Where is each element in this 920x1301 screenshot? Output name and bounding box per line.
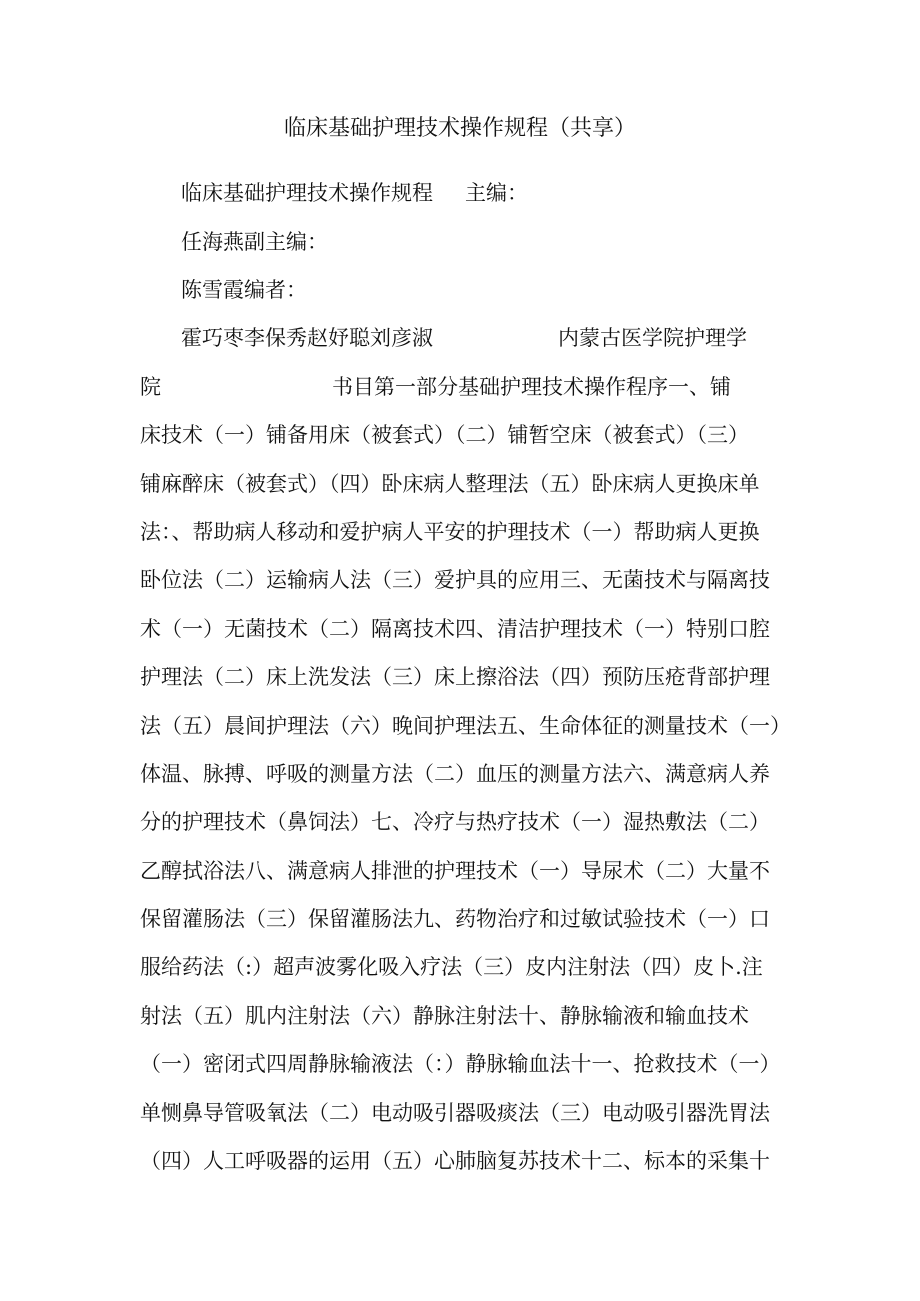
body-line: 护理法（二）床上洗发法（三）床上擦浴法（四）预防压疮背部护理 (140, 665, 770, 689)
body-line: 体温、脉搏、呼吸的测量方法（二）血压的测量方法六、满意病人养 (140, 762, 770, 786)
body-line: 法：、帮助病人移动和爱护病人平安的护理技术（一）帮助病人更换 (140, 520, 760, 544)
institution-end: 院 (140, 375, 161, 399)
body-line: 乙醇拭浴法八、满意病人排泄的护理技术（一）导尿术（二）大量不 (140, 859, 770, 883)
author-names: 霍巧枣李保秀赵妤聪刘彦淑 (181, 326, 433, 350)
body-line: 保留灌肠法（三）保留灌肠法九、药物治疗和过敏试验技术（一）口 (140, 907, 770, 931)
deputy-editor-line: 任海燕副主编： (181, 230, 328, 254)
body-line: 分的护理技术（鼻饲法）七、冷疗与热疗技术（一）湿热敷法（二） (140, 810, 770, 834)
body-line: （一）密闭式四周静脉输液法（：）静脉输血法十一、抢救技术（一） (140, 1052, 781, 1076)
body-line: 法（五）晨间护理法（六）晚间护理法五、生命体征的测量技术（一） (140, 714, 791, 738)
body-line: 术（一）无菌技术（二）隔离技术四、清洁护理技术（一）特别口腔 (140, 617, 770, 641)
body-line: 卧位法（二）运输病人法（三）爱护具的应用三、无菌技术与隔离技 (140, 568, 770, 592)
body-line: 单恻鼻导管吸氧法（二）电动吸引器吸痰法（三）电动吸引器洗胃法 (140, 1101, 770, 1125)
contents-start: 书目第一部分基础护理技术操作程序一、铺 (332, 375, 731, 399)
authors-label-line: 陈雪霞编者： (181, 278, 307, 302)
authors-line (181, 323, 831, 353)
body-line: （四）人工呼吸器的运用（五）心肺脑复苏技术十二、标本的采集十 (140, 1149, 770, 1173)
document-title: 临床基础护理技术操作规程（共享） (283, 116, 636, 141)
book-name: 临床基础护理技术操作规程 (181, 181, 433, 205)
contents-heading-line (140, 372, 790, 402)
institution: 内蒙古医学院护理学 (558, 326, 747, 350)
chief-editor-label: 主编： (465, 181, 528, 205)
body-line: 服给药法（:）超声波雾化吸入疗法（三）皮内注射法（四）皮卜.注 (140, 955, 763, 979)
body-line: 床技术（一）铺备用床（被套式）（二）铺暂空床（被套式）（三） (140, 423, 749, 447)
body-line: 射法（五）肌内注射法（六）静脉注射法十、静脉输液和输血技术 (140, 1004, 749, 1028)
body-line: 铺麻醉床（被套式）（四）卧床病人整理法（五）卧床病人更换床单 (140, 472, 760, 496)
editor-line (181, 178, 831, 208)
